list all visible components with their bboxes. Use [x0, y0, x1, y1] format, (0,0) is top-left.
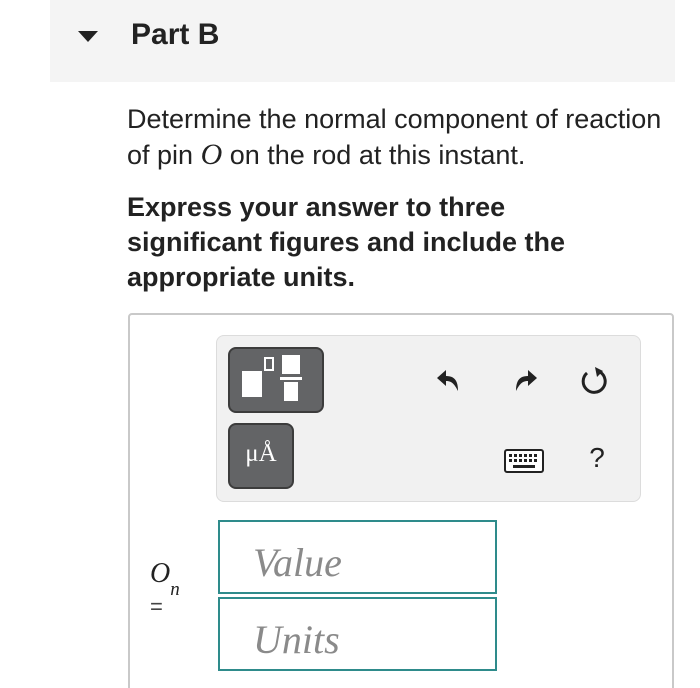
- redo-icon: [508, 364, 540, 396]
- collapse-caret-icon[interactable]: [78, 31, 98, 42]
- keyboard-icon: [504, 449, 544, 473]
- variable-label: [150, 558, 180, 600]
- redo-button[interactable]: [508, 364, 540, 396]
- question-text: [127, 101, 687, 173]
- answer-instruction: Express your answer to three significant figures and include the appropriate units.: [127, 192, 566, 292]
- variable-subscript: n: [170, 578, 180, 600]
- units-button-label: μÅ: [245, 440, 277, 467]
- keyboard-button[interactable]: [504, 446, 544, 476]
- help-button[interactable]: ?: [589, 442, 605, 473]
- units-input[interactable]: [218, 597, 497, 671]
- undo-button[interactable]: [434, 364, 466, 396]
- templates-denominator-box: [284, 382, 298, 401]
- question-symbol: O: [200, 138, 223, 171]
- value-input[interactable]: [218, 520, 497, 594]
- templates-exponent-box: [264, 357, 274, 371]
- templates-fraction-bar: [280, 377, 302, 380]
- templates-numerator-box: [282, 355, 300, 374]
- variable-symbol: O: [150, 558, 171, 589]
- undo-icon: [434, 364, 466, 396]
- reset-button[interactable]: [578, 364, 610, 396]
- equals-sign: =: [150, 594, 163, 619]
- part-title: Part B: [131, 18, 220, 51]
- templates-icon: [242, 371, 262, 397]
- question-text-after: on the rod at this instant.: [222, 140, 526, 170]
- question-text-before: Determine the normal component of reaction of pin: [127, 104, 662, 170]
- reset-icon: [578, 364, 610, 396]
